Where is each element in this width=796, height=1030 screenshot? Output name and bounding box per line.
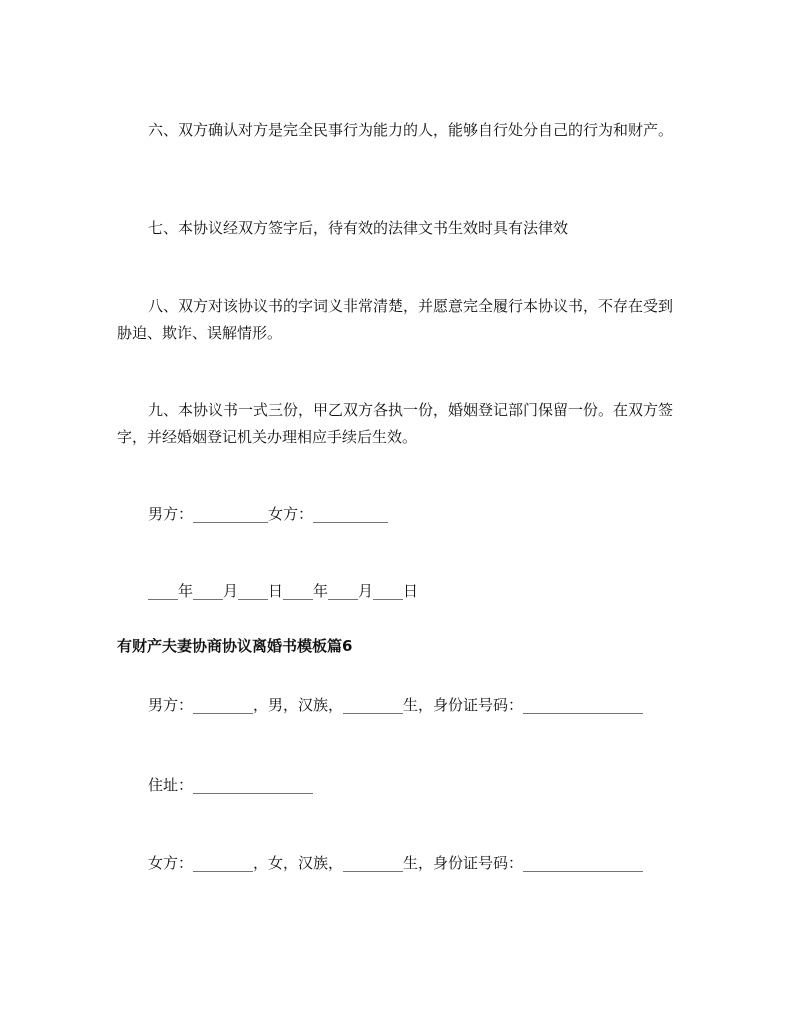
clause-nine: 九、本协议书一式三份，甲乙双方各执一份，婚姻登记部门保留一份。在双方签字，并经婚姻登记机关办理相应手续后生效。 xyxy=(117,401,674,446)
signature-line: 男方：__________女方：__________ xyxy=(148,505,389,523)
male-info-line: 男方：________，男，汉族，________生，身份证号码：________________ xyxy=(148,696,644,714)
address-line: 住址：________________ xyxy=(148,776,314,794)
clause-eight: 八、双方对该协议书的字词义非常清楚，并愿意完全履行本协议书，不存在受到胁迫、欺诈、误解情形。 xyxy=(117,297,674,342)
clause-seven: 七、本协议经双方签字后，待有效的法律文书生效时具有法律效 xyxy=(148,219,569,237)
clause-six: 六、双方确认对方是完全民事行为能力的人，能够自行处分自己的行为和财产。 xyxy=(148,121,674,139)
section-heading: 有财产夫妻协商协议离婚书模板篇6 xyxy=(117,637,353,655)
female-info-line: 女方：________，女，汉族，________生，身份证号码：________________ xyxy=(148,854,644,872)
date-line: ____年____月____日____年____月____日 xyxy=(148,582,419,600)
